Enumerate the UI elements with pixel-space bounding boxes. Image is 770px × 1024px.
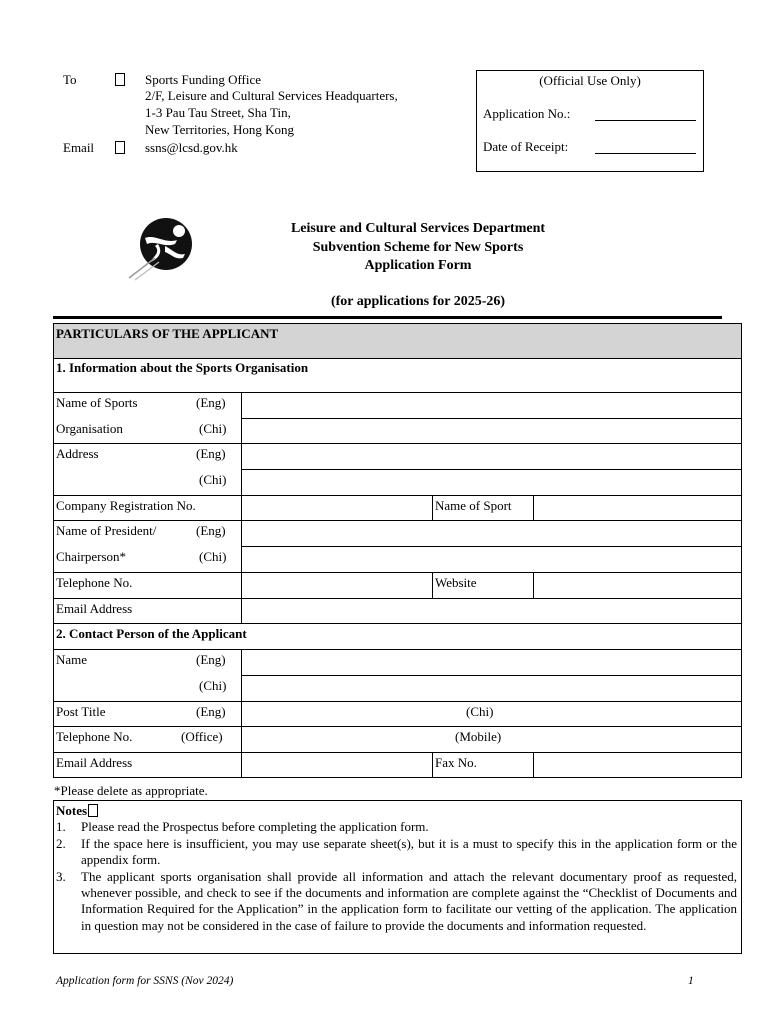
company-registration-input[interactable] bbox=[242, 496, 431, 519]
chairperson-label: Chairperson* bbox=[56, 549, 127, 564]
address-line-2: 2/F, Leisure and Cultural Services Headquarters, bbox=[145, 88, 398, 103]
eng-label: (Eng) bbox=[196, 704, 226, 719]
notes-title: Notes bbox=[56, 803, 737, 819]
title-rule bbox=[53, 316, 722, 319]
address-line-4: New Territories, Hong Kong bbox=[145, 122, 295, 137]
chi-label: (Chi) bbox=[466, 704, 494, 719]
website-input[interactable] bbox=[534, 573, 740, 597]
eng-label: (Eng) bbox=[196, 523, 226, 538]
note-item bbox=[56, 836, 737, 869]
official-use-box bbox=[476, 70, 704, 172]
contact-email-label: Email Address bbox=[56, 755, 133, 770]
org-email-input[interactable] bbox=[242, 599, 740, 622]
email-address[interactable]: ssns@lcsd.gov.hk bbox=[145, 140, 238, 155]
website-label: Website bbox=[435, 575, 477, 590]
fax-label: Fax No. bbox=[435, 755, 477, 770]
contact-name-label: Name bbox=[56, 652, 88, 667]
applicant-particulars-table bbox=[53, 323, 742, 778]
president-eng-input[interactable] bbox=[242, 521, 740, 545]
note-item bbox=[56, 869, 737, 935]
post-title-input[interactable] bbox=[242, 702, 740, 725]
org-name-eng-input[interactable] bbox=[242, 393, 740, 417]
date-of-receipt-field[interactable] bbox=[595, 153, 696, 154]
chi-label: (Chi) bbox=[199, 549, 227, 564]
name-of-sports-label: Name of Sports bbox=[56, 395, 138, 410]
note-number: 3. bbox=[56, 868, 66, 884]
post-title-label: Post Title bbox=[56, 704, 106, 719]
chi-label: (Chi) bbox=[199, 421, 227, 436]
notes-box bbox=[53, 800, 742, 954]
address-eng-input[interactable] bbox=[242, 444, 740, 468]
note-text: The applicant sports organisation shall provide all information and attach the relevant documentary proof as requested, whenever possible, and check to see if the documents and information are complete against the “Checklist of Documents and Information Required for the Application” in the application form to facilitate our vetting of the application. The application in question may not be considered in the case of failure to provide the documents and information requested. bbox=[81, 868, 737, 933]
colon-glyph-icon bbox=[115, 141, 125, 154]
note-number: 1. bbox=[56, 819, 66, 835]
chi-label: (Chi) bbox=[199, 678, 227, 693]
form-title: Application Form bbox=[364, 258, 472, 273]
colon-glyph-icon bbox=[88, 804, 98, 817]
note-number: 2. bbox=[56, 835, 66, 851]
note-text: Please read the Prospectus before completing the application form. bbox=[81, 819, 429, 835]
delete-note: *Please delete as appropriate. bbox=[54, 783, 208, 798]
fax-input[interactable] bbox=[534, 753, 740, 777]
address-line-1: Sports Funding Office bbox=[145, 72, 262, 87]
colon-glyph-icon bbox=[115, 73, 125, 86]
contact-telephone-label: Telephone No. bbox=[56, 729, 133, 744]
scheme-title: Subvention Scheme for New Sports bbox=[312, 240, 524, 255]
section1-title: 1. Information about the Sports Organisation bbox=[56, 360, 309, 375]
address-chi-input[interactable] bbox=[242, 470, 740, 494]
company-registration-label: Company Registration No. bbox=[56, 498, 196, 513]
to-label: To bbox=[63, 72, 77, 87]
contact-name-eng-input[interactable] bbox=[242, 650, 740, 674]
eng-label: (Eng) bbox=[196, 446, 226, 461]
president-label: Name of President/ bbox=[56, 523, 157, 538]
section-header: PARTICULARS OF THE APPLICANT bbox=[56, 326, 279, 341]
org-name-chi-input[interactable] bbox=[242, 419, 740, 442]
eng-label: (Eng) bbox=[196, 395, 226, 410]
mobile-label: (Mobile) bbox=[455, 729, 502, 744]
name-of-sport-label: Name of Sport bbox=[435, 498, 512, 513]
address-line-3: 1-3 Pau Tau Street, Sha Tin, bbox=[145, 105, 291, 120]
date-of-receipt-label: Date of Receipt: bbox=[483, 139, 569, 154]
section2-title: 2. Contact Person of the Applicant bbox=[56, 626, 247, 641]
office-label: (Office) bbox=[181, 729, 223, 744]
page-number: 1 bbox=[688, 975, 694, 987]
org-telephone-input[interactable] bbox=[242, 573, 431, 597]
note-text: If the space here is insufficient, you may use separate sheet(s), but it is a must to specify this in the application form or the appendix form. bbox=[81, 835, 737, 868]
email-address-label: Email Address bbox=[56, 601, 133, 616]
contact-name-chi-input[interactable] bbox=[242, 676, 740, 700]
eng-label: (Eng) bbox=[196, 652, 226, 667]
telephone-label: Telephone No. bbox=[56, 575, 133, 590]
contact-telephone-input[interactable] bbox=[242, 727, 740, 751]
footer-form-label: Application form for SSNS (Nov 2024) bbox=[56, 975, 234, 987]
note-item bbox=[56, 819, 737, 835]
official-use-title: (Official Use Only) bbox=[539, 73, 641, 88]
president-chi-input[interactable] bbox=[242, 547, 740, 571]
application-year-title: (for applications for 2025-26) bbox=[330, 294, 506, 309]
address-label: Address bbox=[56, 446, 99, 461]
email-label: Email bbox=[63, 140, 95, 155]
application-no-label: Application No.: bbox=[483, 106, 571, 121]
department-title: Leisure and Cultural Services Department bbox=[290, 221, 546, 236]
organisation-label: Organisation bbox=[56, 421, 123, 436]
lcsd-logo-icon bbox=[125, 214, 197, 282]
contact-email-input[interactable] bbox=[242, 753, 431, 777]
application-no-field[interactable] bbox=[595, 120, 696, 121]
name-of-sport-input[interactable] bbox=[534, 496, 740, 519]
chi-label: (Chi) bbox=[199, 472, 227, 487]
